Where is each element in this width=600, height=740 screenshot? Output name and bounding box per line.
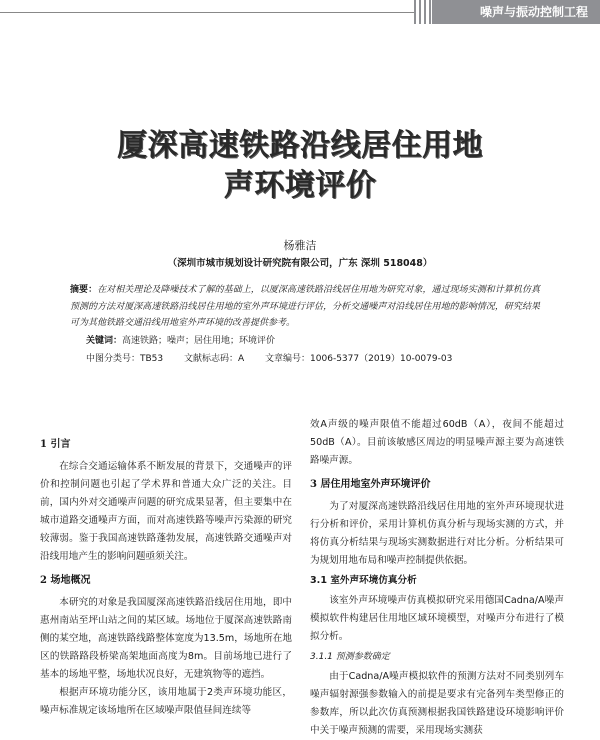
section-3-1-heading: 3.1 室外声环境仿真分析	[310, 575, 417, 586]
clc-number: 中图分类号：TB53	[86, 354, 164, 364]
abstract-label: 摘要：	[70, 285, 98, 295]
article-title-line2: 声环境评价	[223, 168, 377, 203]
classification-line	[86, 351, 546, 364]
section-2-paragraph-2: 根据声环境功能分区，该用地属于2类声环境功能区，噪声标准规定该场地所在区域噪声限值昼间连续等	[40, 687, 292, 716]
article-number: 文章编号：1006-5377（2019）10-0079-03	[265, 354, 453, 364]
author-affiliation: （深圳市城市规划设计研究院有限公司，广东 深圳 518048）	[167, 258, 433, 269]
section-3-1-paragraph: 该室外声环境噪声仿真模拟研究采用德国Cadna/A噪声模拟软件构建居住用地区域环境模型，对噪声分布进行了模拟分析。	[310, 595, 564, 642]
continued-paragraph: 效A声级的噪声限值不能超过60dB（A），夜间不能超过50dB（A）。目前该敏感区周边的明显噪声源主要为高速铁路噪声源。	[310, 419, 564, 466]
keywords-label: 关键词：	[86, 336, 123, 346]
journal-header	[0, 0, 600, 26]
section-2-heading: 2 场地概况	[40, 575, 91, 586]
section-2-paragraph-1: 本研究的对象是我国厦深高速铁路沿线居住用地，即中惠州南站至坪山站之间的某区域。场地位于厦深高速铁路南侧的某空地，高速铁路线路整体宽度为13.5m，场地所在地区的铁路路段桥梁高架地面高度为8m。目前场地已进行了基本的场地平整，场地状况良好，无建筑物等的遮挡。	[40, 597, 292, 680]
right-column	[310, 416, 564, 740]
header-rule	[0, 12, 430, 13]
journal-section-label: 噪声与振动控制工程	[432, 0, 600, 24]
abstract-text: 在对相关理论及降噪技术了解的基础上，以厦深高速铁路沿线居住用地为研究对象，通过现场实测和计算机仿真预测的方法对厦深高速铁路沿线居住用地的室外声环境进行评估，分析交通噪声对沿线居住用地的影响情况，研究结果可为其他铁路交通沿线用地室外声环境的改善提供参考。	[70, 285, 540, 328]
keywords-text: 高速铁路；噪声；居住用地；环境评价	[122, 336, 276, 346]
section-1-paragraph: 在综合交通运输体系不断发展的背景下，交通噪声的评价和控制问题也引起了学术界和普通大众广泛的关注。目前，国内外对交通噪声问题的研究成果显著，但主要集中在城市道路交通噪声方面，而对高速铁路等噪声污染源的研究较薄弱。鉴于我国高速铁路蓬勃发展，高速铁路交通噪声对沿线用地产生的影响问题亟须关注。	[40, 461, 292, 562]
abstract	[70, 282, 540, 332]
document-code: 文献标志码：A	[184, 354, 245, 364]
section-3-1-1-heading: 3.1.1 预测参数确定	[310, 652, 390, 662]
left-column	[40, 430, 292, 720]
section-3-1-1-paragraph: 由于Cadna/A噪声模拟软件的预测方法对不同类别列车噪声辐射源强参数输入的前提是要求有完备列车类型修正的参数库，所以此次仿真预测根据我国铁路建设环境影响评价中关于噪声预测的需要，采用现场实测获	[310, 671, 564, 736]
section-1-heading: 1 引言	[40, 439, 71, 450]
keywords	[86, 333, 275, 346]
article-title-line1: 厦深高速铁路沿线居住用地	[117, 128, 483, 163]
header-stripes	[414, 0, 432, 24]
section-3-heading: 3 居住用地室外声环境评价	[310, 479, 431, 490]
author-name: 杨雅洁	[283, 239, 317, 252]
section-3-paragraph: 为了对厦深高速铁路沿线居住用地的室外声环境现状进行分析和评价，采用计算机仿真分析与现场实测的方式，并将仿真分析结果与现场实测数据进行对比分析。分析结果可为规划用地布局和噪声控制提供依据。	[310, 501, 564, 566]
